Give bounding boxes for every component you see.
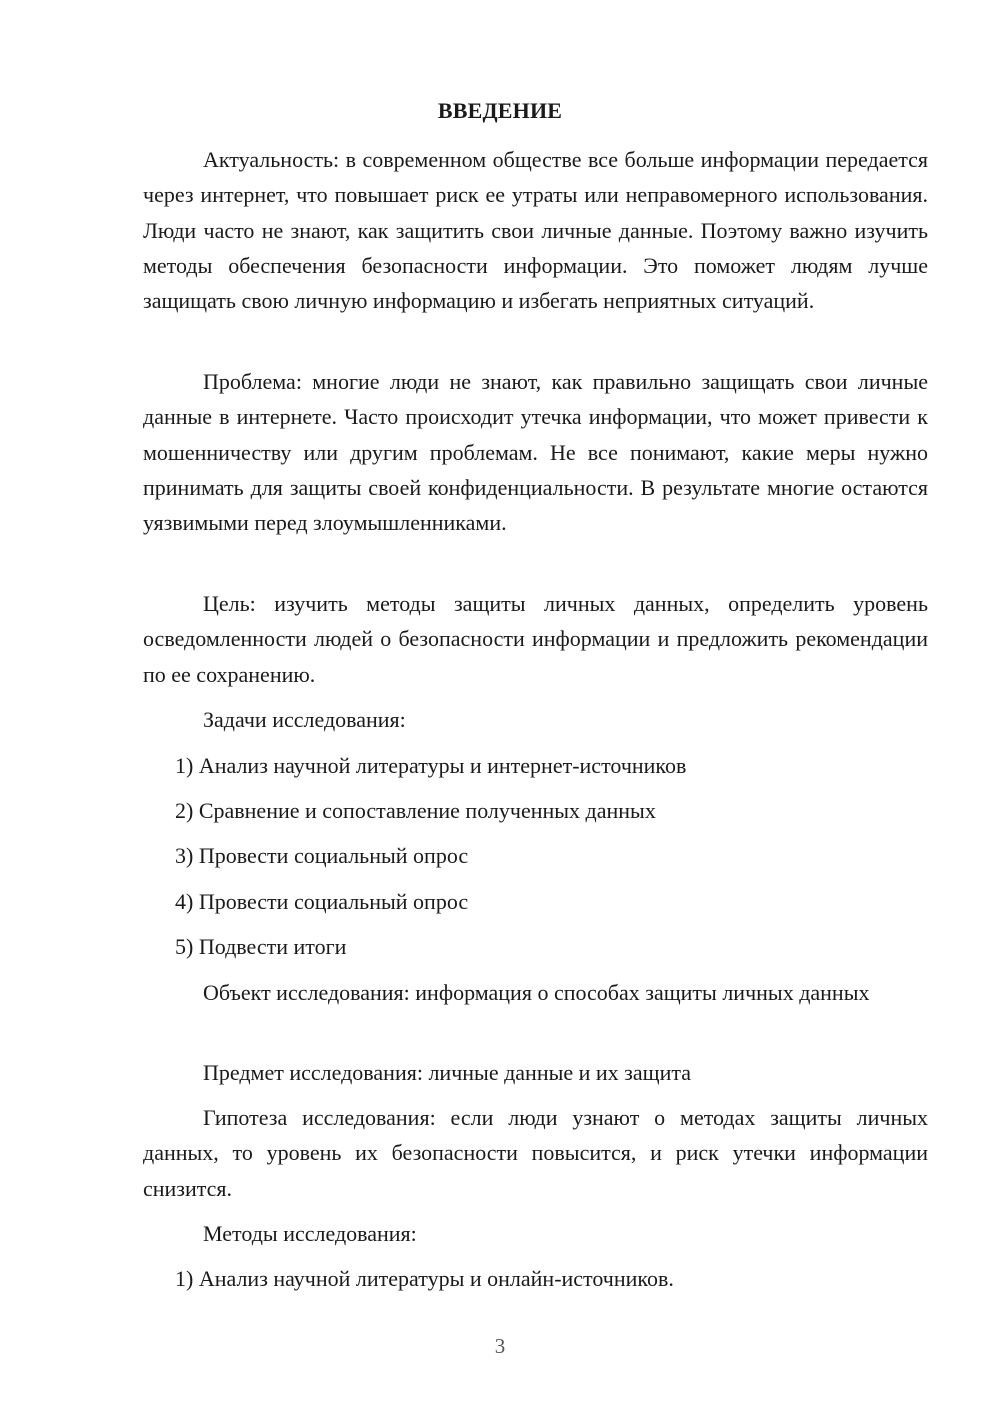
- task-item-2: 2) Сравнение и сопоставление полученных данных: [175, 798, 656, 823]
- task-item-5: 5) Подвести итоги: [175, 934, 347, 959]
- task-item-3: 3) Провести социальный опрос: [175, 843, 469, 868]
- section-heading: ВВЕДЕНИЕ: [437, 98, 563, 123]
- task-item-1: 1) Анализ научной литературы и интернет-источников: [175, 753, 687, 778]
- object-paragraph: Объект исследования: информация о способах защиты личных данных: [203, 980, 870, 1005]
- relevance-paragraph: Актуальность: в современном обществе все больше информации передается через интернет, что повышает риск ее утраты или неправомерного использования. Люди часто не знают, как защитить свои личные данные. Поэтому важно изучить методы обеспечения безопасности информации. Это поможет людям лучше защищать свою личную информацию и избегать неприятных ситуаций.: [143, 147, 928, 314]
- tasks-title: Задачи исследования:: [203, 707, 406, 732]
- goal-paragraph: Цель: изучить методы защиты личных данных, определить уровень осведомленности людей о безопасности информации и предложить рекомендации по ее сохранению.: [143, 591, 928, 687]
- methods-title: Методы исследования:: [203, 1221, 417, 1246]
- problem-paragraph: Проблема: многие люди не знают, как правильно защищать свои личные данные в интернете. Часто происходит утечка информации, что может привести к мошенничеству или другим проблемам. Не все понимают, какие меры нужно принимать для защиты своей конфиденциальности. В результате многие остаются уязвимыми перед злоумышленниками.: [143, 369, 928, 536]
- page-number: 3: [494, 1334, 506, 1358]
- method-item-1: 1) Анализ научной литературы и онлайн-источников.: [175, 1266, 674, 1291]
- task-item-4: 4) Провести социальный опрос: [175, 889, 469, 914]
- subject-paragraph: Предмет исследования: личные данные и их защита: [203, 1060, 691, 1085]
- hypothesis-paragraph: Гипотеза исследования: если люди узнают о методах защиты личных данных, то уровень их безопасности повысится, и риск утечки информации снизится.: [143, 1105, 928, 1201]
